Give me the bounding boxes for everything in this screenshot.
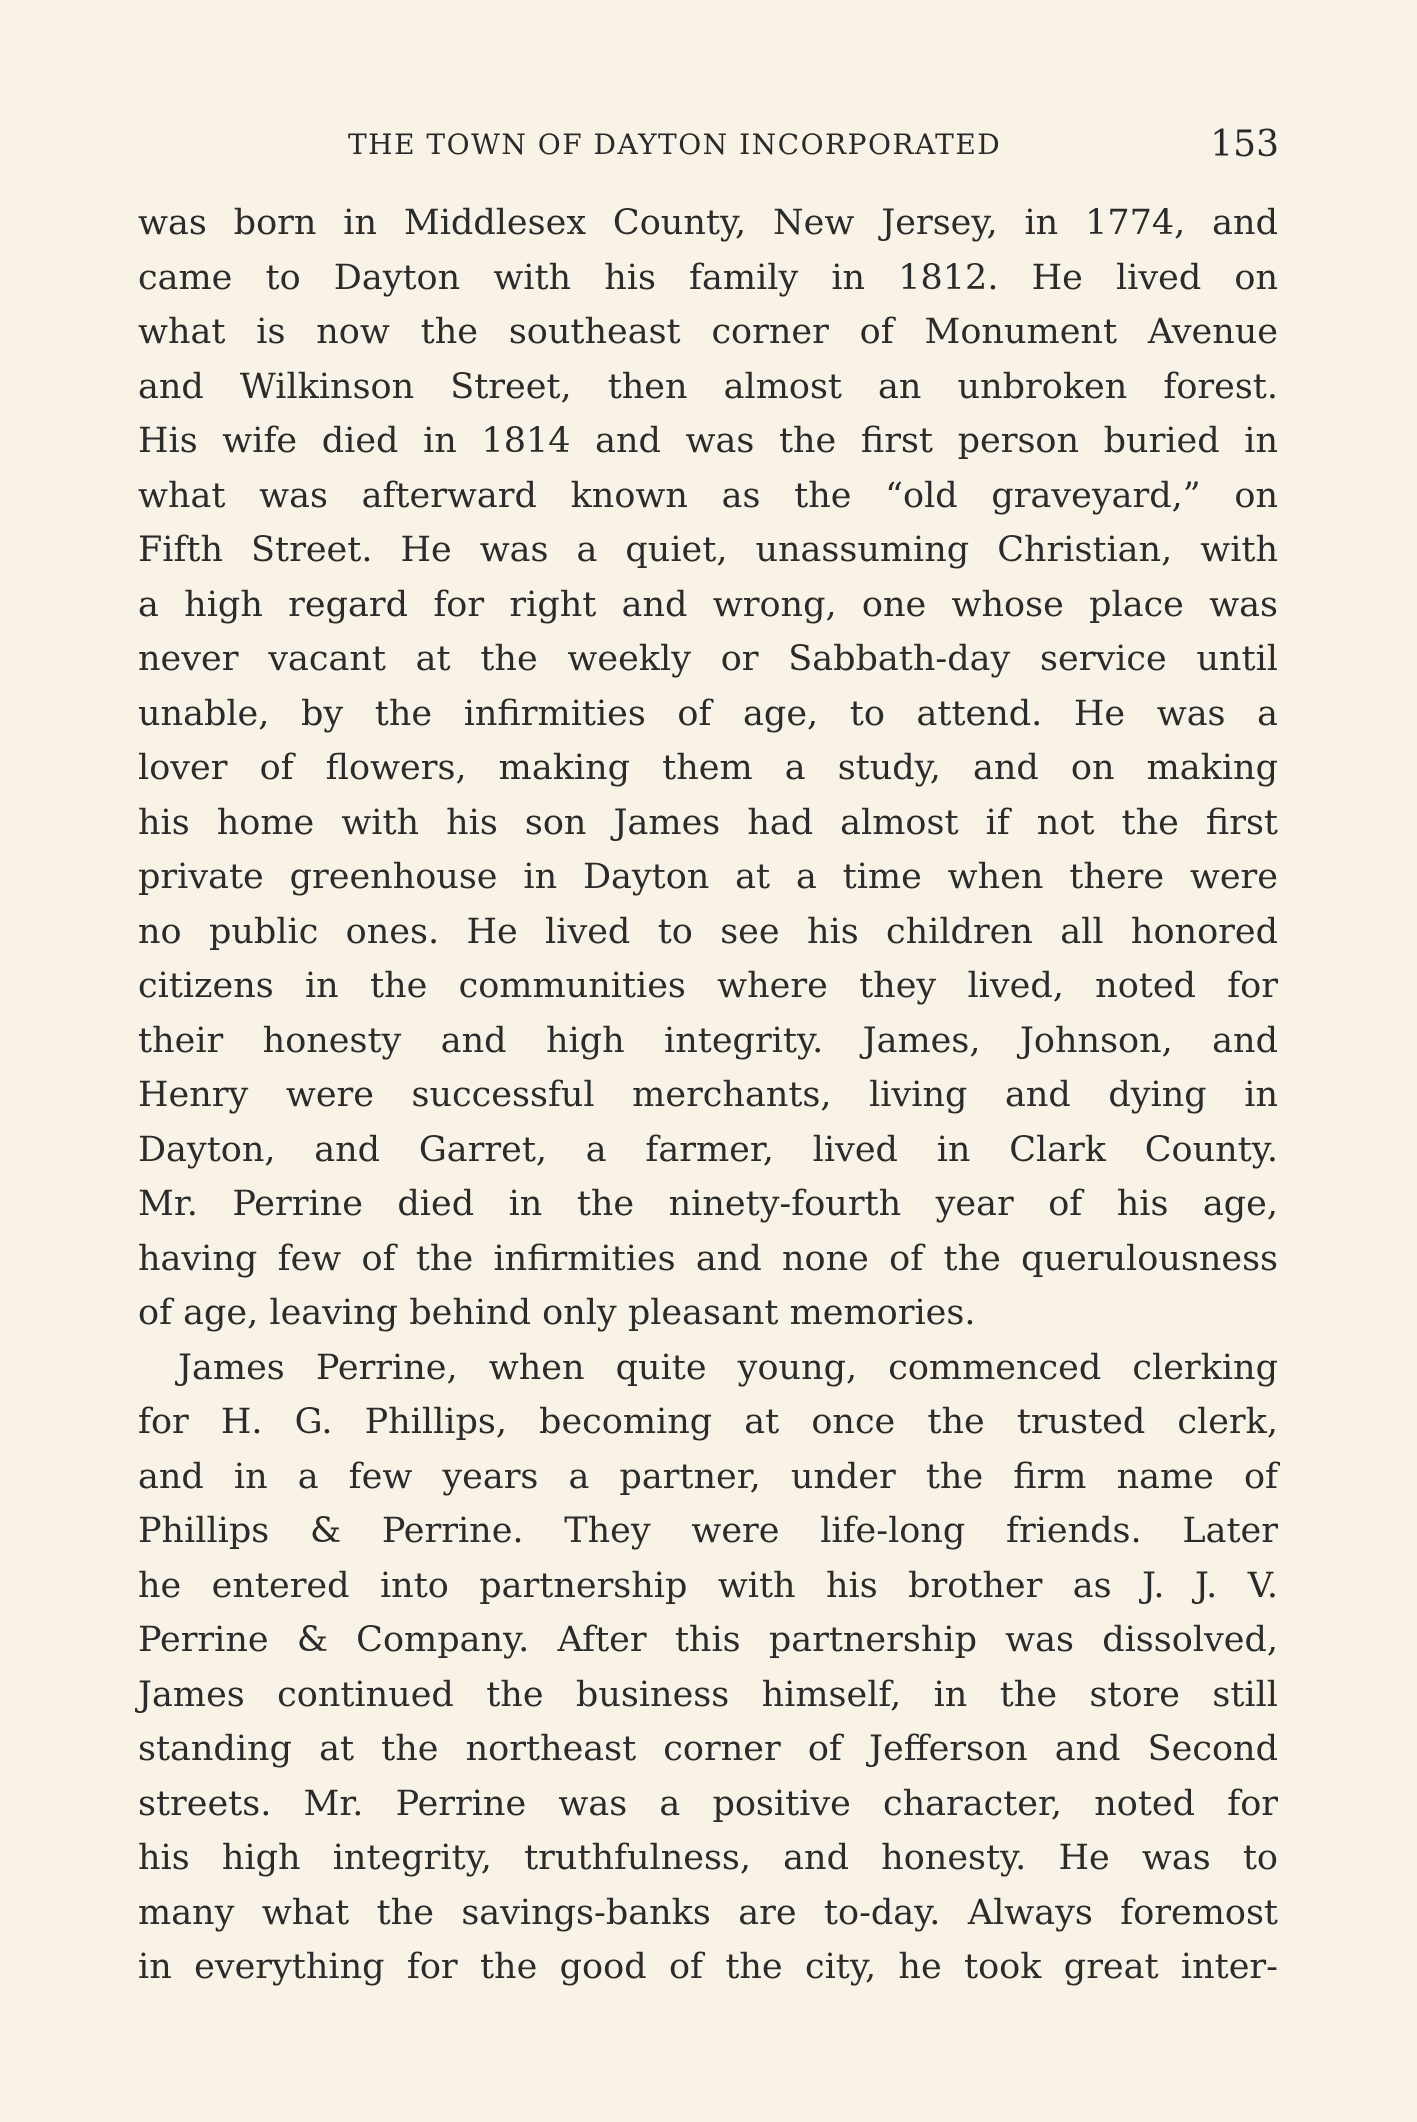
body-text (138, 196, 1278, 1995)
text-line: many what the savings-banks are to-day. Always foremost (138, 1892, 1278, 1933)
text-line: never vacant at the weekly or Sabbath-day service until (138, 639, 1278, 679)
text-line: Phillips & Perrine. They were life-long friends. Later (138, 1511, 1278, 1551)
text-line: James Perrine, when quite young, commenced clerking (178, 1347, 1278, 1388)
text-line: what was afterward known as the “old graveyard,” on (138, 475, 1278, 516)
text-line: Fifth Street. He was a quiet, unassuming Christian, with (138, 530, 1278, 570)
text-line: their honesty and high integrity. James, Johnson, and (138, 1020, 1278, 1061)
text-line: citizens in the communities where they lived, noted for (138, 966, 1278, 1006)
text-line: and Wilkinson Street, then almost an unbroken forest. (138, 366, 1278, 407)
text-line: what is now the southeast corner of Monument Avenue (138, 312, 1278, 352)
text-line: lover of flowers, making them a study, and on making (138, 748, 1278, 788)
running-head (138, 124, 1279, 172)
text-line: standing at the northeast corner of Jefferson and Second (138, 1729, 1278, 1769)
text-line: private greenhouse in Dayton at a time when there were (138, 857, 1278, 897)
text-line: of age, leaving behind only pleasant memories. (138, 1293, 976, 1333)
text-line: his high integrity, truthfulness, and honesty. He was to (138, 1838, 1278, 1878)
text-line: and in a few years a partner, under the firm name of (138, 1456, 1278, 1497)
text-line: unable, by the infirmities of age, to attend. He was a (138, 693, 1278, 734)
text-line: in everything for the good of the city, he took great inter- (138, 1947, 1278, 1987)
text-line: was born in Middlesex County, New Jersey, in 1774, and (138, 203, 1278, 243)
paragraph-1 (138, 196, 1278, 1341)
text-line: Perrine & Company. After this partnership was dissolved, (138, 1620, 1278, 1660)
text-line: having few of the infirmities and none of the querulousness (138, 1238, 1278, 1279)
text-line: a high regard for right and wrong, one whose place was (138, 584, 1278, 625)
text-line: His wife died in 1814 and was the first person buried in (138, 421, 1278, 461)
text-line: he entered into partnership with his brother as J. J. V. (138, 1565, 1278, 1606)
text-line: streets. Mr. Perrine was a positive character, noted for (138, 1783, 1278, 1824)
text-line: came to Dayton with his family in 1812. He lived on (138, 257, 1278, 298)
text-line: for H. G. Phillips, becoming at once the trusted clerk, (138, 1402, 1278, 1442)
running-title: THE TOWN OF DAYTON INCORPORATED (348, 128, 1002, 161)
page-number: 153 (1210, 124, 1279, 165)
text-line: his home with his son James had almost if not the first (138, 802, 1278, 843)
text-line: James continued the business himself, in the store still (138, 1674, 1278, 1715)
text-line: Dayton, and Garret, a farmer, lived in Clark County. (138, 1129, 1278, 1170)
paragraph-2 (138, 1341, 1278, 1995)
text-line: Mr. Perrine died in the ninety-fourth year of his age, (138, 1184, 1278, 1224)
text-line: no public ones. He lived to see his children all honored (138, 911, 1278, 952)
text-line: Henry were successful merchants, living and dying in (138, 1075, 1278, 1115)
